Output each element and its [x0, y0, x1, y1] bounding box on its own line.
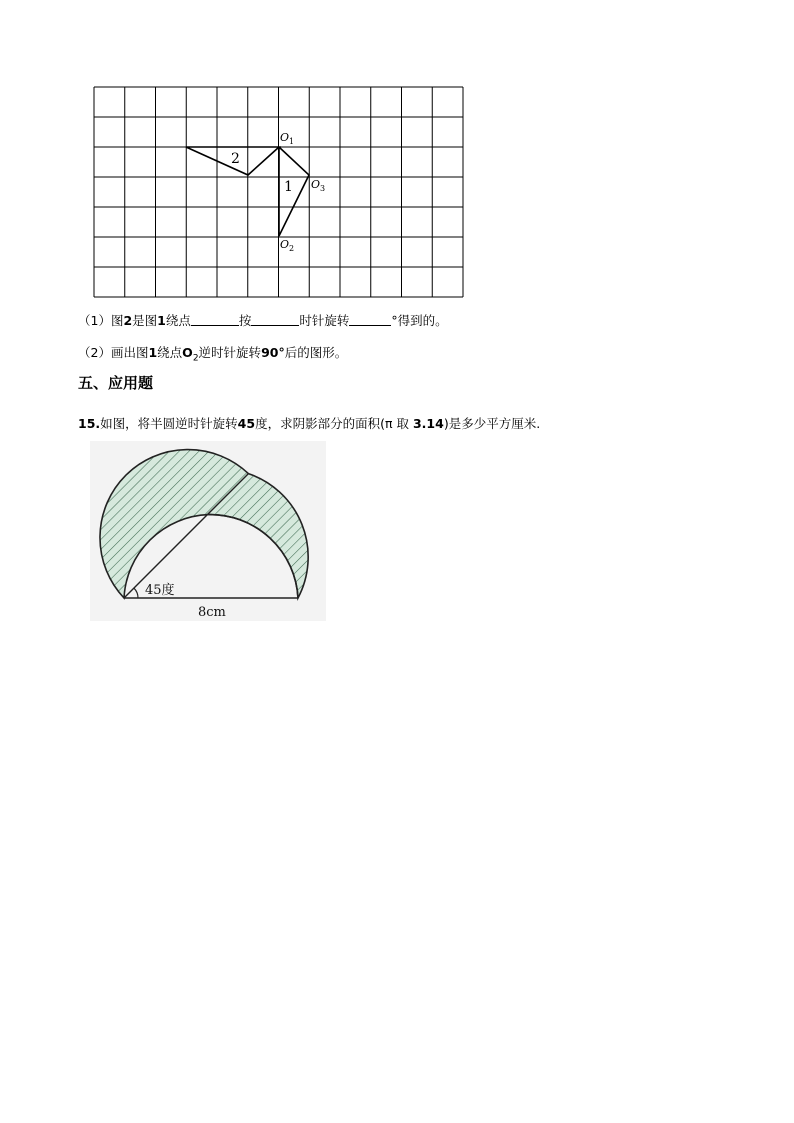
label-o1: $O_1$	[280, 131, 295, 146]
question-2-line	[78, 345, 347, 367]
length-label: 8cm	[198, 605, 226, 620]
q1-blank-angle[interactable]	[349, 313, 391, 326]
q2-text-c: 逆时针旋转	[198, 345, 262, 360]
q1-blank-direction[interactable]	[251, 313, 299, 326]
q1-text-d: 按	[238, 313, 252, 328]
question-1-line	[78, 313, 448, 329]
q15-text-a: 如图，将半圆逆时针旋转	[100, 416, 238, 431]
q1-text-f: °得到的。	[391, 313, 448, 328]
label-o2: $O_2$	[280, 238, 295, 253]
q2-text-b: 绕点	[157, 345, 183, 360]
q1-text-a: （1）图	[78, 313, 124, 328]
angle-label: 45度	[145, 583, 175, 598]
rotated-semicircle-figure	[90, 441, 326, 621]
rotation-grid-figure	[93, 86, 465, 298]
q15-number: 15.	[78, 416, 101, 431]
q1-text-b: 是图	[132, 313, 158, 328]
q15-text-c: 取	[396, 416, 409, 431]
q15-text-d: )是多少平方厘米.	[443, 416, 541, 431]
q15-pi-value: 3.14	[412, 416, 444, 431]
q15-text-b: 度，求阴影部分的面积(π	[255, 416, 393, 431]
q2-text-d: 后的图形。	[284, 345, 348, 360]
label-o3: $O_3$	[311, 178, 326, 193]
q1-text-e: 时针旋转	[299, 313, 350, 328]
q1-blank-point[interactable]	[191, 313, 239, 326]
q2-point: $O_2$	[182, 345, 199, 364]
q1-fig-number-1: 1	[157, 313, 166, 328]
q2-fig-number-1: 1	[148, 345, 158, 360]
q2-text-a: （2）画出图	[78, 345, 149, 360]
label-figure-1: 1	[284, 179, 293, 195]
q1-fig-number-2: 2	[123, 313, 133, 328]
q1-text-c: 绕点	[165, 313, 191, 328]
section-title: 五、应用题	[78, 374, 154, 392]
label-figure-2: 2	[231, 151, 240, 167]
q15-angle: 45	[237, 416, 256, 431]
q2-angle: 90°	[261, 345, 285, 360]
question-15-line	[78, 416, 540, 432]
